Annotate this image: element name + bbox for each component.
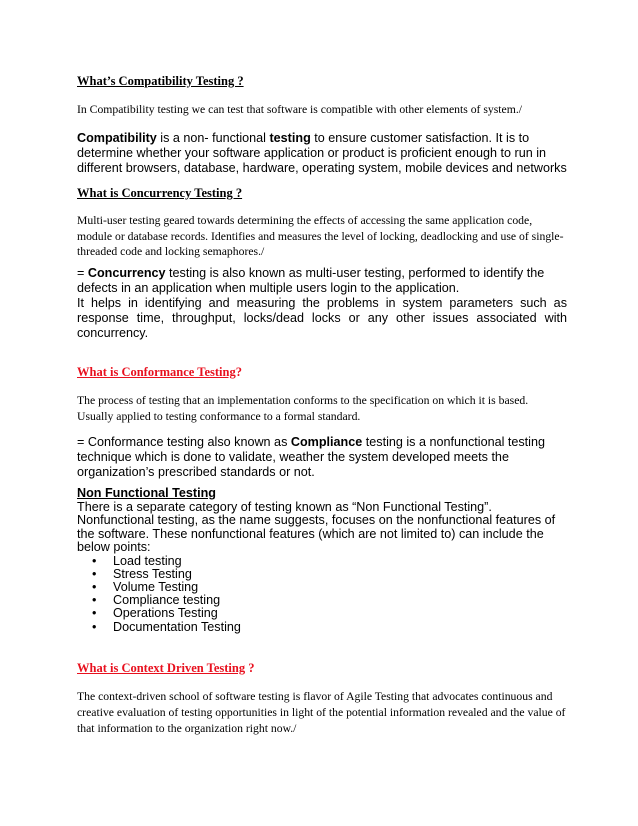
bullet: • <box>92 553 97 568</box>
concurrency-term: Concurrency <box>87 266 166 280</box>
list-item: • Compliance testing <box>92 593 221 608</box>
non-functional-line2: Nonfunctional testing, as the name suggests, focuses on the nonfunctional features of the software. These nonfunctional features (which are not limited to) can include the below points: <box>77 513 556 554</box>
compatibility-description <box>77 131 567 176</box>
concurrency-desc1: testing is also known as multi-user testing, performed to identify the defects in an application when multiple users login to the application. <box>77 266 545 295</box>
non-functional-heading: Non Functional Testing <box>77 486 216 500</box>
concurrency-prefix: = <box>77 266 88 280</box>
bullet: • <box>92 606 97 621</box>
conformance-description <box>77 435 567 480</box>
bullet: • <box>92 566 97 581</box>
bullet: • <box>92 579 97 594</box>
concurrency-desc2: It helps in identifying and measuring the problems in system parameters such as response time, throughput, locks/dead locks or any other issues associated with concurrency. <box>77 296 567 340</box>
conformance-heading <box>77 365 567 380</box>
conformance-heading-text: What is Conformance Testing <box>77 365 236 379</box>
conformance-intro: The process of testing that an implementation conforms to the specification on which it is based. Usually applied to testing conformance to a formal standard. <box>77 394 529 423</box>
compatibility-desc-bold: testing <box>269 131 311 145</box>
concurrency-heading: What is Concurrency Testing ? <box>77 186 243 200</box>
bullet: • <box>92 619 97 634</box>
context-driven-heading-suffix: ? <box>245 661 255 675</box>
compatibility-term: Compatibility <box>77 131 157 145</box>
context-driven-heading <box>77 661 567 676</box>
non-functional-line1: There is a separate category of testing known as “Non Functional Testing”. <box>77 499 492 514</box>
conformance-desc-bold: Compliance <box>290 435 363 449</box>
bullet: • <box>92 593 97 608</box>
list-item: • Operations Testing <box>92 606 218 621</box>
compatibility-intro: In Compatibility testing we can test that software is compatible with other elements of system./ <box>77 103 523 116</box>
compatibility-desc-part2: to ensure customer satisfaction. It is to determine whether your software application or product is proficient enough to run in different browsers, database, hardware, operating system, mobile devices and networks <box>77 131 567 175</box>
list-item: • Stress Testing <box>92 566 192 581</box>
concurrency-intro: Multi-user testing geared towards determining the effects of accessing the same application code, module or database records. Identifies and measures the level of locking, deadlocking and use of single-threaded code and locking semaphores./ <box>77 214 564 258</box>
conformance-heading-suffix: ? <box>235 365 242 379</box>
list-item: • Volume Testing <box>92 579 199 594</box>
compatibility-heading: What’s Compatibility Testing ? <box>77 74 244 88</box>
concurrency-description <box>77 266 567 296</box>
conformance-desc-part2: testing is a nonfunctional testing technique which is done to validate, weather the system developed meets the organization’s prescribed standards or not. <box>77 435 545 479</box>
non-functional-section <box>77 487 567 634</box>
non-functional-list <box>77 555 567 634</box>
conformance-desc-part1: = Conformance testing also known as <box>77 435 291 449</box>
context-driven-intro: The context-driven school of software testing is flavor of Agile Testing that advocates continuous and creative evaluation of testing opportunities in light of the potential information revealed and the value of that information to the organization right now./ <box>77 690 566 735</box>
list-item: • Load testing <box>92 553 182 568</box>
list-item: • Documentation Testing <box>92 619 241 634</box>
context-driven-heading-text: What is Context Driven Testing <box>77 661 246 675</box>
compatibility-desc-part1: is a non- functional <box>156 131 270 145</box>
